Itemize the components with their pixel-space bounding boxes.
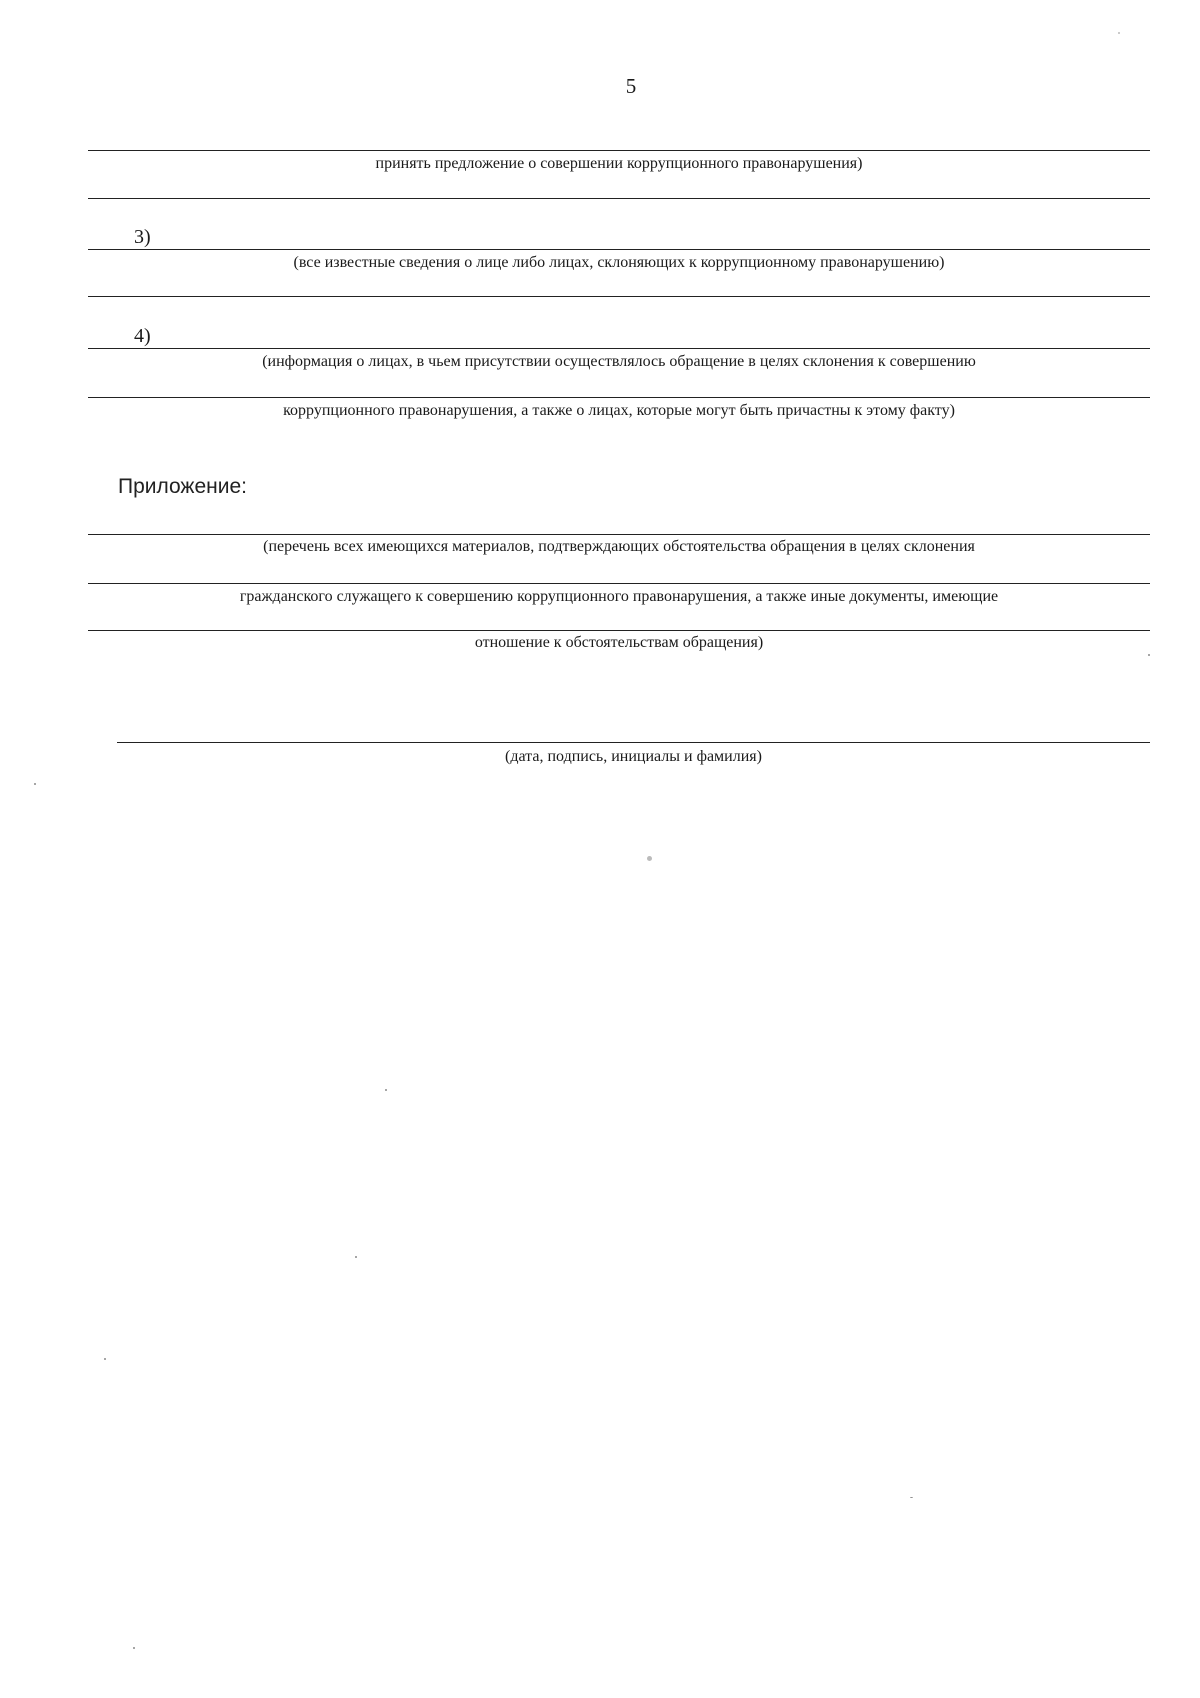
signature-line: [117, 742, 1150, 743]
scan-speck: [1118, 32, 1120, 34]
field-caption: принять предложение о совершении коррупционного правонарушения): [375, 155, 863, 172]
form-line: [88, 296, 1150, 297]
item-number: 3): [134, 226, 151, 248]
form-line: [88, 583, 1150, 584]
scan-speck: [385, 1089, 387, 1091]
form-line: [88, 630, 1150, 631]
scan-speck: [104, 1358, 106, 1360]
form-line: [88, 198, 1150, 199]
item-number: 4): [134, 325, 151, 347]
scan-speck: [1148, 654, 1150, 656]
field-caption: отношение к обстоятельствам обращения): [474, 634, 764, 651]
field-caption: (все известные сведения о лице либо лицах, склоняющих к коррупционному правонарушению): [293, 254, 945, 271]
field-caption: коррупционного правонарушения, а также о лицах, которые могут быть причастны к этому факту): [283, 402, 955, 419]
form-line: [88, 249, 1150, 250]
form-line: [88, 348, 1150, 349]
signature-caption: (дата, подпись, инициалы и фамилия): [505, 748, 762, 765]
scan-speck: [133, 1647, 135, 1649]
form-line: [88, 397, 1150, 398]
field-caption: (перечень всех имеющихся материалов, подтверждающих обстоятельства обращения в целях склонения: [263, 538, 975, 555]
scan-speck: [34, 783, 36, 785]
scan-speck: [647, 856, 652, 861]
appendix-heading: Приложение:: [118, 475, 248, 498]
field-caption: (информация о лицах, в чьем присутствии осуществлялось обращение в целях склонения к совершению: [262, 353, 976, 370]
scan-speck: [910, 1497, 913, 1498]
page-number: 5: [625, 74, 637, 98]
scan-speck: [355, 1256, 357, 1258]
form-line: [88, 150, 1150, 151]
form-line: [88, 534, 1150, 535]
field-caption: гражданского служащего к совершению коррупционного правонарушения, а также иные документы, имеющие: [239, 588, 999, 605]
